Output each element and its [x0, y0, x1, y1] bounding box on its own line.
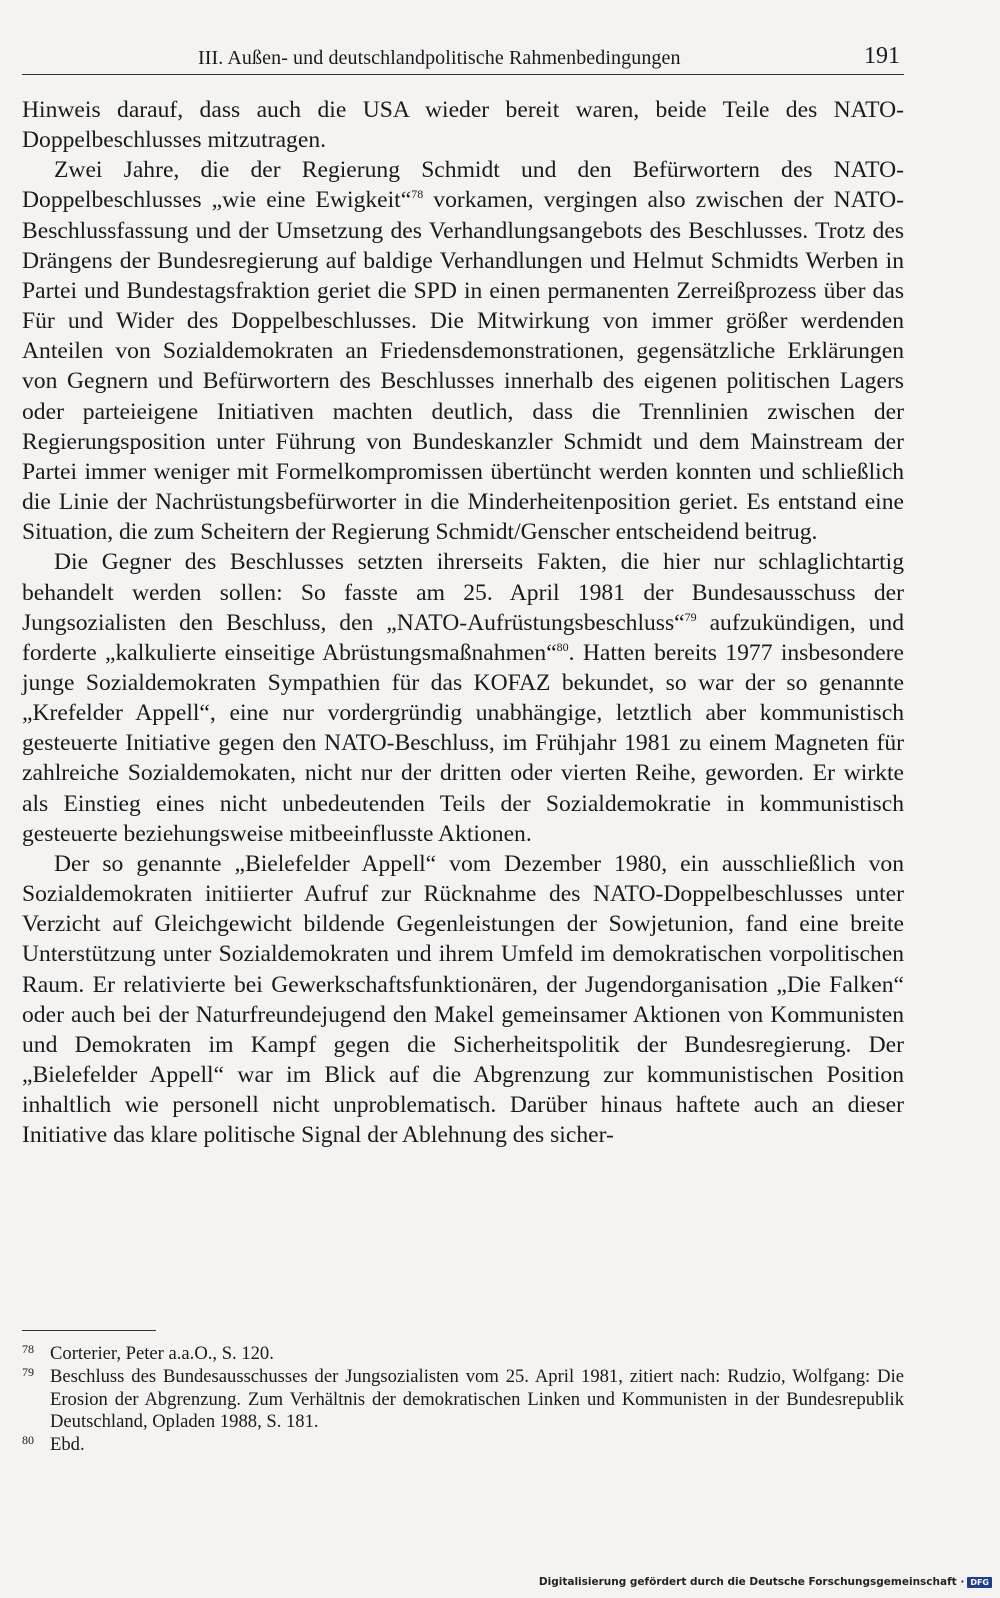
paragraph — [22, 547, 904, 849]
footnote-number: 78 — [22, 1342, 34, 1356]
paragraph: Hinweis darauf, dass auch die USA wieder bereit waren, beide Teile des NATO-Doppelbeschlusses mitzutragen. — [22, 97, 904, 154]
dfg-logo-icon: DFG — [967, 1577, 992, 1588]
paragraph: Der so genannte „Bielefelder Appell“ vom Dezember 1980, ein ausschließlich von Sozialdemokraten initiierter Aufruf zur Rücknahme des NATO-Doppelbeschlusses unter Verzicht auf Gleichgewicht bildende Gegenleistungen der Sowjetunion, fand eine breite Unterstützung unter Sozialdemokraten und ihrem Umfeld im demokratischen vorpolitischen Raum. Er relativierte bei Gewerkschaftsfunktionären, der Jugendorganisation „Die Falken“ oder auch bei der Naturfreundejugend den Makel gemeinsamer Aktionen von Kommunisten und Demokraten im Kampf gegen die Sicherheitspolitik der Bundesregierung. Der „Bielefelder Appell“ war im Blick auf die Abgrenzung zur kommunistischen Position inhaltlich wie personell nicht unproblematisch. Darüber hinaus haftete auch an dieser Initiative das klare politische Signal der Ablehnung des sicher- — [22, 850, 904, 1149]
running-title: III. Außen- und deutschlandpolitische Rahmenbedingungen — [198, 47, 681, 69]
footnote-number: 80 — [22, 1433, 34, 1448]
footnote — [22, 1434, 904, 1457]
credit-text: Digitalisierung gefördert durch die Deutsche Forschungsgemeinschaft · — [538, 1576, 965, 1588]
footnote-ref: 80 — [556, 639, 569, 654]
footnotes — [22, 1343, 904, 1457]
paragraph-text: aufzukündigen, und forderte „kalkulierte einseitige Abrüstungsmaßnahmen“ — [22, 609, 904, 666]
footnote — [22, 1366, 904, 1434]
digitization-credit — [539, 1576, 992, 1588]
page-number: 191 — [864, 43, 900, 69]
footnote-separator — [22, 1330, 156, 1331]
paragraph-text: vorkamen, vergingen also zwischen der NATO-Beschlussfassung und der Umsetzung des Verhandlungsangebots des Beschlusses. Trotz des Drängens der Bundesregierung auf baldige Verhandlungen und Helmut Schmidts Werben in Partei und Bundestagsfraktion geriet die SPD in einen permanenten Zerreißprozess über das Für und Wider des Doppelbeschlusses. Die Mitwirkung von immer größer werdenden Anteilen von Sozialdemokraten an Friedensdemonstrationen, gegensätzliche Erklärungen von Gegnern und Befürwortern des Beschlusses innerhalb des eigenen politischen Lagers oder parteieigene Initiativen machten deutlich, dass die Trennlinien zwischen der Regierungsposition unter Führung von Bundeskanzler Schmidt und dem Mainstream der Partei immer weniger mit Formelkompromissen übertüncht werden konnten und schließlich die Linie der Nachrüstungsbefürworter in die Minderheitenposition geriet. Es entstand eine Situation, die zum Scheitern der Regierung Schmidt/Genscher entscheidend beitrug. — [22, 187, 904, 546]
main-text — [22, 95, 904, 1150]
footnote-text: Beschluss des Bundesausschusses der Jungsozialisten vom 25. April 1981, zitiert nach: Rudzio, Wolfgang: Die Erosion der Abgrenzung. Zum Verhältnis der demokratischen Linken und Kommunisten in der Bundesrepublik Deutschland, Opladen 1988, S. 181. — [50, 1365, 904, 1433]
paragraph-text: Zwei Jahre, die der Regierung Schmidt und den Befürwortern des NATO-Doppelbeschlusses „wie eine Ewigkeit“ — [22, 157, 904, 214]
footnote — [22, 1343, 904, 1366]
footnote-ref: 78 — [411, 187, 424, 202]
paragraph — [22, 155, 904, 547]
paragraph-text: . Hatten bereits 1977 insbesondere junge Sozialdemokraten Sympathien für das KOFAZ bekundet, so war der so genannte „Krefelder Appell“, eine nur vordergründig unabhängige, letztlich aber kommunistisch gesteuerte Initiative gegen den NATO-Beschluss, im Frühjahr 1981 zu einem Magneten für zahlreiche Sozialdemokaten, nicht nur der dritten oder vierten Reihe, geworden. Er wirkte als Einstieg eines nicht unbedeutenden Teils der Sozialdemokratie in kommunistisch gesteuerte beziehungsweise mitbeeinflusste Aktionen. — [22, 639, 904, 847]
footnote-number: 79 — [22, 1364, 34, 1379]
footnote-ref: 79 — [684, 609, 697, 624]
running-header — [22, 44, 904, 75]
footnote-text: Corterier, Peter a.a.O., S. 120. — [50, 1343, 274, 1364]
paragraph-text: Die Gegner des Beschlusses setzten ihrerseits Fakten, die hier nur schlaglichtartig behandelt werden sollen: So fasste am 25. April 1981 der Bundesausschuss der Jungsozialisten den Beschluss, den „NATO-Aufrüstungsbeschluss“ — [22, 549, 904, 636]
footnote-text: Ebd. — [50, 1434, 85, 1456]
